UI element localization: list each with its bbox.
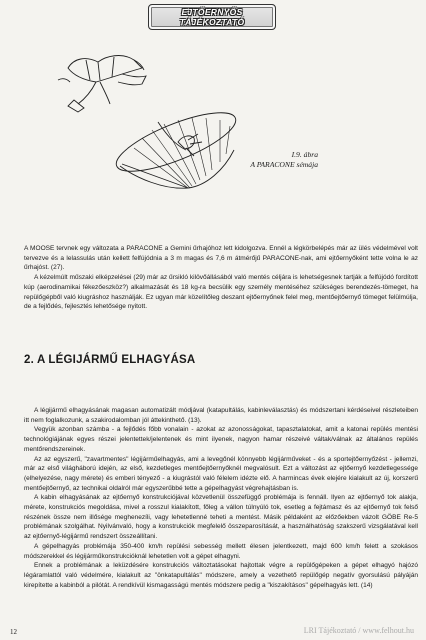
- figure-caption: [250, 150, 318, 170]
- paragraph: A kézelmúlt műszaki elképzelései (29) már az űrsikló kilövőállásából való mentés céljára is lehetségesnek tartják a felfújódó fordított kúp (aerodinamikai fékezőeszköz?) alkalmazását és 18 kg-ra becsülik egy személy mentéséhez szükséges berendezés-tömeget, ha repülőgépből való kiugráshoz használják. Ez ugyan már közelítőleg deszant ejtőernyőnek felel meg, mentőejtőernyő tömeget felülmúlja, de a fejlődés, fejlesztés lehetősége nyitott.: [24, 274, 418, 311]
- paragraph: A MOOSE tervnek egy változata a PARACONE a Gemini űrhajóhoz lett kidolgozva. Ennél a légkörbelépés már az ülés védelmével volt tervezve és a lelassulás után kellett felfújódnia a 3 m magas és 7,6 m átmérőjű PARACONE-nak, ami ejtőernyőként tette volna le az űrhajóst. (27).: [24, 245, 418, 272]
- header-line-2: TÁJÉKOZTATÓ: [179, 17, 245, 27]
- text-block-top: [24, 244, 418, 312]
- paragraph: Az az egyszerű, "zavartmentes" légijárműelhagyás, ami a levegőnél könnyebb légijárműveket - és a sportejtőernyőzést - jellemzi, már az első világháború idején, az első, kezdetleges mentőejtőernyőknél megvalósult. Ezt a változást az ejtőernyő kezdetlegessége (elhelyezése, nagy mérete) és emberi tényező - a kiugrástól való félelem idézte elő. A harmincas évek elejére kialakult az új, korszerű mentőejtőernyő, az technikai oldalról már egyszerűbbé tette a gépelhagyást végrehajtásban is.: [24, 455, 418, 492]
- text-block-bottom: [24, 406, 418, 590]
- page-number: 12: [10, 628, 17, 636]
- header-banner: [148, 4, 276, 30]
- cone-ribs: [134, 118, 230, 188]
- paragraph: Ennek a problémának a leküzdésére konstrukciós változtatásokat hajtottak végre a repülőgépeken a gépet elhagyó hajózó légáramlattól való védelmére, kialakult az "önkatapultálás" módszere, amely a vezethető repülőgép negatív gyorsulású pályáján kirepítette a kabinból a pilótát. A rendkívül kismagasságú mentés módszere pedig a "kiszakításos" gépelhagyás lett. (14): [24, 562, 418, 589]
- figure-caption-number: I.9. ábra: [291, 150, 318, 159]
- paragraph: A légijármű elhagyásának magasan automatizált módjával (katapultálás, kabinleválasztás) és módszertani kérdéseivel részleteiben itt nem foglalkozunk, a szakirodalomban jól áttekinthető. (13).: [24, 407, 418, 424]
- paracone-figure: [38, 38, 238, 208]
- upper-capsule-sketch: [58, 56, 146, 112]
- paragraph: A kabin elhagyásának az ejtőernyő konstrukciójával közvetlenül összefüggő problémája is fennáll. Ilyen az ejtőernyő tok alakja, mérete, konstrukciós megoldása, mivel a rosszul kialakított, főleg a vállon túlnyúló tok, esetleg a fejtámasz és az ejtőernyő tok felső részének össze nem illősége meghenezíli, vagy lehetetlenné teheti a mentést. Másik példaként az előzőekben vázolt GÖBE Re-5 problémának szolgálhat. Nyilvánvaló, hogy a konstrukciók megfelelő összeparosítását, a használhatóság szakszerű vizsgálatával kell az ejtőernyő-légijármű rendszert összeállítani.: [24, 494, 418, 541]
- header-line-1: EJTŐERNYŐS: [181, 7, 243, 17]
- paragraph: Vegyük azonban számba - a fejlődés főbb vonalain - azokat az azonosságokat, tapasztalatokat, amit a katonai repülés mentési technológiájának egyes részei jelentettek/jelentenek és mint ilyenek, nagyon hamar részeivé váltak/válnak az általános repülés mentőrendszereinek.: [24, 426, 418, 453]
- footer-watermark: LRI Tájékoztató / www.felhout.hu: [303, 626, 414, 635]
- paracone-sketch: [110, 101, 238, 188]
- figure-caption-title: A PARACONE sémája: [250, 160, 318, 169]
- section-heading: 2. A LÉGIJÁRMŰ ELHAGYÁSA: [24, 354, 196, 366]
- paragraph: A gépelhagyás problémája 350-400 km/h repülési sebesség mellett élesen jelentkezett, majd 600 km/h felett a szokásos módszerekkel és légijárműkonstrukcióknál lehetetlen volt a gépet elhagyni.: [24, 542, 418, 560]
